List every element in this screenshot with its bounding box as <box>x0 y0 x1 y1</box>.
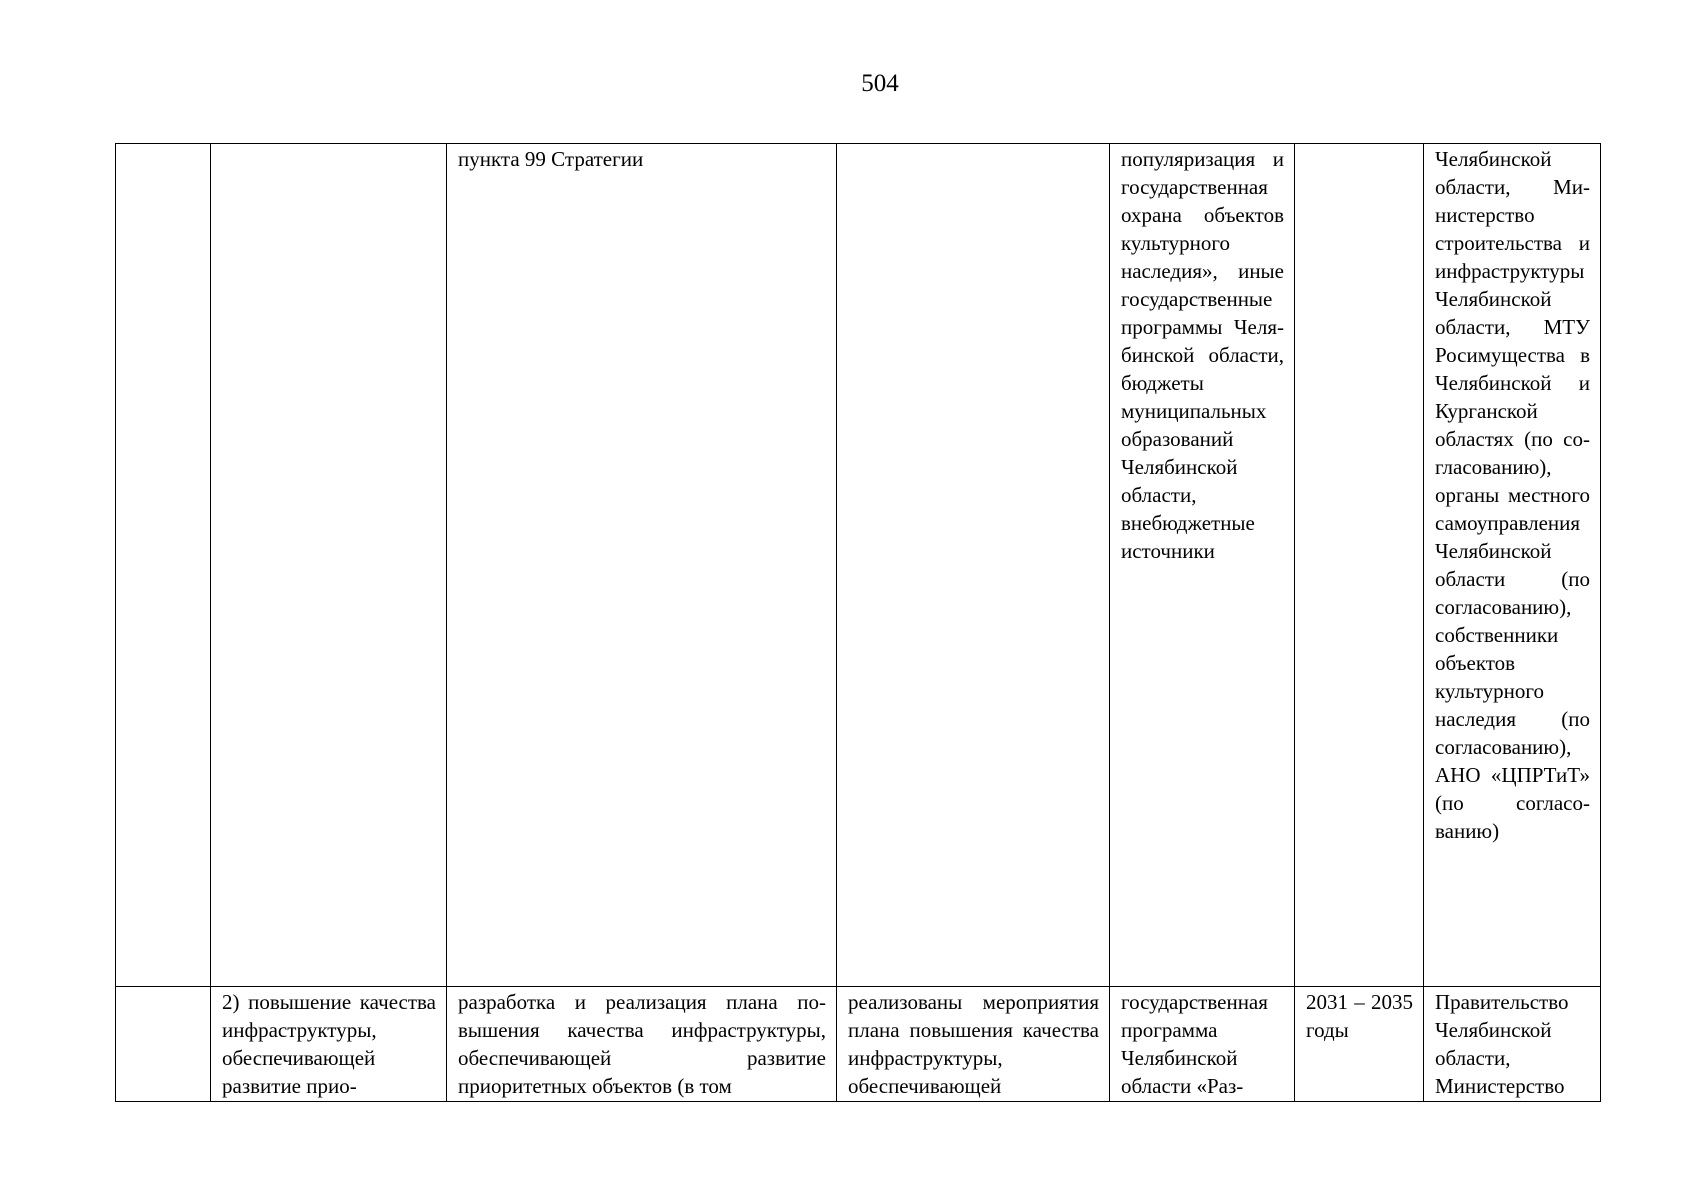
table-row <box>116 987 1601 1102</box>
cell-period: 2031 – 2035 годы <box>1295 987 1424 1102</box>
cell-measure: пункта 99 Стратегии <box>447 144 837 987</box>
cell-result: реализованы мероприятия плана повышения качества инфраструктуры, обеспечивающей <box>837 987 1110 1102</box>
cell-funding: государственная программа Челябинской области «Раз- <box>1110 987 1295 1102</box>
cell-funding: популяризация и государственная охрана объектов культурного наследия», иные государственные программы Челябинской области, бюджеты муниципальных образований Челябинской области, внебюджетные источники <box>1110 144 1295 987</box>
cell-measure: разработка и реализация плана повышения качества инфраструктуры, обеспечивающей развитие приоритетных объектов (в том <box>447 987 837 1102</box>
cell-result <box>837 144 1110 987</box>
cell-period <box>1295 144 1424 987</box>
cell-task: 2) повышение качества инфраструктуры, обеспечивающей развитие прио- <box>211 987 447 1102</box>
cell-number <box>116 144 211 987</box>
plan-table <box>115 143 1601 1102</box>
cell-number <box>116 987 211 1102</box>
cell-task <box>211 144 447 987</box>
table-row <box>116 144 1601 987</box>
cell-responsible: Челябинской области, Министерство строительства и инфраструктуры Челябинской области, МТУ Росимущества в Челябинской и Курганской областях (по согласованию), органы местного самоуправления Челябинской области (по согласованию), собственники объектов культурного наследия (по согласованию), АНО «ЦПРТиТ» (по согласованию) <box>1424 144 1601 987</box>
cell-responsible: Правительство Челябинской области, Министерство <box>1424 987 1601 1102</box>
page-number: 504 <box>861 70 899 97</box>
